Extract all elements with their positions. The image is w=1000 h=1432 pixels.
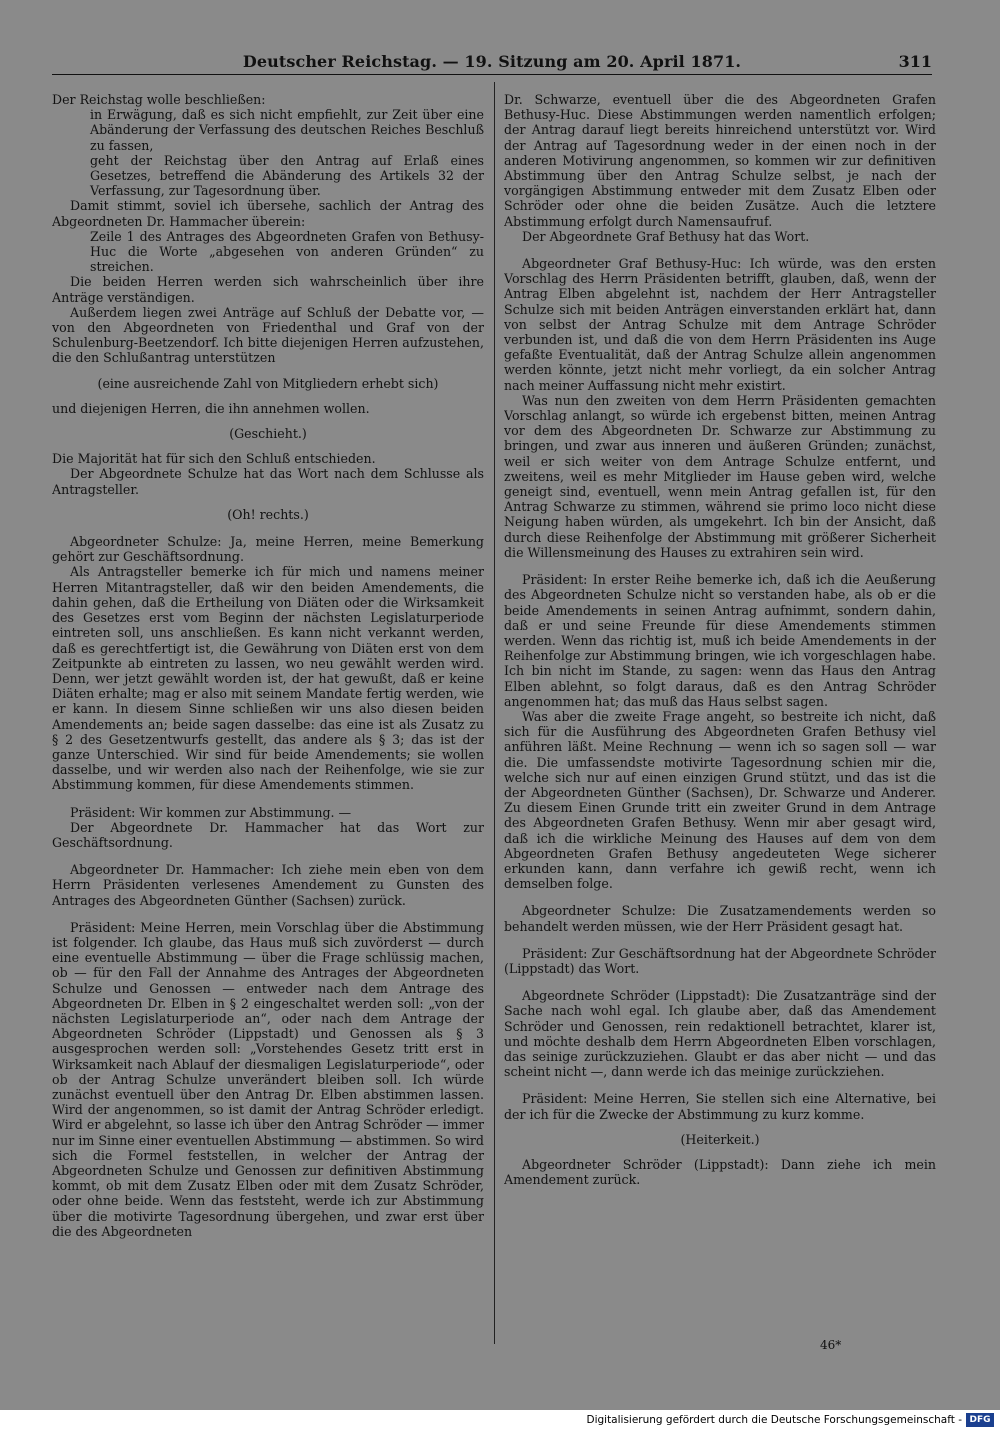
paragraph: Was aber die zweite Frage angeht, so bestreite ich nicht, daß sich für die Ausführung des Abgeordneten Grafen Bethusy viel anführen läßt. Meine Rechnung — wenn ich so sagen soll — war die. Die umfassendste motivirte Tagesordnung schien mir die, welche sich nur auf einen einzigen Grund stützt, und das ist die der Abgeordneten Günther (Sachsen), Dr. Schwarze und Anderer. Zu diesem Einen Grunde tritt ein zweiter Grund in dem Antrage des Abgeordneten Grafen Bethusy. Wenn mir aber gesagt wird, daß ich die wirkliche Meinung des Hauses auf dem von dem Abgeordneten Grafen Bethusy angedeuteten Wege sicherer erkunden kann, dann verfahre ich gewiß recht, wenn ich demselben folge. [504, 708, 936, 892]
speaker-paragraph: Präsident: In erster Reihe bemerke ich, daß ich die Aeußerung des Abgeordneten Schulze nicht so verstanden habe, als ob er die beide Amendements in seinen Antrag aufnimmt, sondern dahin, daß er und seine Freunde für diese Amendements stimmen werden. Wenn das richtig ist, muß ich beide Amendements in der Reihenfolge zur Abstimmung bringen, wie ich vorgeschlagen habe. Ich bin nicht im Stande, zu sagen: wenn das Haus den Antrag Elben ablehnt, so folgt daraus, daß es den Antrag Schröder angenommen hat; das muß das Haus selbst sagen. [504, 572, 936, 709]
motion-text: in Erwägung, daß es sich nicht empfiehlt, zur Zeit über eine Abänderung der Verfassung des deutschen Reiches Beschluß zu fassen, [90, 107, 484, 153]
speaker-paragraph: Präsident: Meine Herren, mein Vorschlag über die Abstimmung ist folgender. Ich glaube, das Haus muß sich zuvörderst — durch eine eventuelle Abstimmung — über die Frage schlüssig machen, ob — für den Fall der Annahme des Antrages der Abgeordneten Schulze und Genossen — entweder nach dem Antrage des Abgeordneten Dr. Elben in § 2 eingeschaltet werden soll: „von der nächsten Legislaturperiode an“, oder nach dem Antrage der Abgeordneten Schröder (Lippstadt) und Genossen als § 3 ausgesprochen werden soll: „Vorstehendes Gesetz tritt erst in Wirksamkeit nach Ablauf der diesmaligen Legislaturperiode“, oder ob der Antrag Schulze unverändert bleiben soll. Ich würde zunächst eventuell über den Antrag Dr. Elben abstimmen lassen. Wird der angenommen, so ist damit der Antrag Schröder erledigt. Wird er abgelehnt, so lasse ich über den Antrag Schröder — immer nur im Sinne einer eventuellen Abstimmung — abstimmen. So wird sich die Formel feststellen, in welcher der Antrag der Abgeordneten Schulze und Genossen zur definitiven Abstimmung kommt, ob mit dem Zusatz Elben oder mit dem Zusatz Schröder, oder ohne beide. Wenn das feststeht, werde ich zur Abstimmung über die motivirte Tagesordnung übergehen, und zwar erst über die des Abgeordneten [52, 919, 484, 1239]
right-column [504, 92, 936, 1337]
motion-text: Zeile 1 des Antrages des Abgeordneten Grafen von Bethusy-Huc die Worte „abgesehen von anderen Gründen“ zu streichen. [90, 228, 484, 275]
paragraph: und diejenigen Herren, die ihn annehmen wollen. [52, 400, 370, 416]
paragraph: Der Abgeordnete Dr. Hammacher hat das Wort zur Geschäftsordnung. [52, 819, 484, 850]
speaker-paragraph: Präsident: Zur Geschäftsordnung hat der Abgeordnete Schröder (Lippstadt) das Wort. [504, 945, 936, 976]
paragraph: Außerdem liegen zwei Anträge auf Schluß der Debatte vor, — von den Abgeordneten von Friedenthal und Graf von der Schulenburg-Beetzendorf. Ich bitte diejenigen Herren aufzustehen, die den Schlußantrag unterstützen [52, 304, 484, 366]
stage-direction: (Heiterkeit.) [680, 1131, 760, 1147]
footer-bar [0, 1410, 1000, 1432]
dfg-credit-text: Digitalisierung gefördert durch die Deutsche Forschungsgemeinschaft - [586, 1414, 962, 1426]
speaker-paragraph: Präsident: Wir kommen zur Abstimmung. — [70, 804, 352, 820]
stage-direction: (Oh! rechts.) [227, 506, 309, 522]
speaker-paragraph: Abgeordneter Schulze: Ja, meine Herren, meine Bemerkung gehört zur Geschäftsordnung. [52, 534, 484, 565]
stage-direction: (eine ausreichende Zahl von Mitgliedern erhebt sich) [97, 375, 439, 391]
page-header-title: Deutscher Reichstag. — 19. Sitzung am 20. April 1871. [242, 52, 742, 71]
motion-text: geht der Reichstag über den Antrag auf Erlaß eines Gesetzes, betreffend die Abänderung des Artikels 32 der Verfassung, zur Tagesordnung über. [90, 152, 484, 199]
paragraph: Damit stimmt, soviel ich übersehe, sachlich der Antrag des Abgeordneten Dr. Hammacher überein: [52, 198, 484, 229]
paragraph: Der Reichstag wolle beschließen: [52, 92, 266, 107]
paragraph: Als Antragsteller bemerke ich für mich und namens meiner Herren Mitantragsteller, daß wir den beiden Amendements, die dahin gehen, daß die Ertheilung von Diäten oder die Wirksamkeit des Gesetzes erst vom Beginn der nächsten Legislaturperiode eintreten soll, uns anschließen. Es kann nicht verkannt werden, daß es gerechtfertigt ist, die Gewährung von Diäten erst von dem Zeitpunkte ab eintreten zu lassen, wo neu gewählt werden wird. Denn, wer jetzt gewählt worden ist, der hat gewußt, daß er keine Diäten erhalte; mag er also mit seinem Mandate fertig werden, wie er kann. In diesem Sinne schließen wir uns also diesen beiden Amendements an; beide sagen dasselbe: das eine ist als Zusatz zu § 2 des Gesetzentwurfs gestellt, das andere als § 3; das ist der ganze Unterschied. Wir sind für beide Amendements; sie wollen dasselbe, und wir werden also nach der Reihenfolge, wie sie zur Abstimmung kommen, für diese Amendements stimmen. [52, 564, 484, 793]
left-column [52, 92, 484, 1337]
speaker-paragraph: Abgeordneter Schröder (Lippstadt): Dann ziehe ich mein Amendement zurück. [504, 1157, 936, 1188]
speaker-paragraph: Abgeordneter Dr. Hammacher: Ich ziehe mein eben von dem Herrn Präsidenten verlesenes Amendement zu Gunsten des Antrages des Abgeordneten Günther (Sachsen) zurück. [52, 862, 484, 908]
header-rule [52, 74, 932, 75]
speaker-paragraph: Abgeordneter Graf Bethusy-Huc: Ich würde, was den ersten Vorschlag des Herrn Präsidenten betrifft, glauben, daß, wenn der Antrag Elben abgelehnt ist, nachdem der Herr Antragsteller Schulze sich mit beiden Anträgen einverstanden erklärt hat, dann von selbst der Antrag Schulze mit dem Antrage Schröder verbunden ist, und daß die von dem Herrn Präsidenten ins Auge gefaßte Eventualität, daß der Antrag Schulze allein angenommen werden könnte, jetzt nicht mehr vorliegt, da ein solcher Antrag nach meiner Auffassung nicht mehr existirt. [504, 256, 936, 393]
column-divider [494, 82, 495, 1344]
stage-direction: (Geschieht.) [229, 426, 307, 442]
speaker-paragraph: Präsident: Meine Herren, Sie stellen sich eine Alternative, bei der ich für die Zwecke der Abstimmung zu kurz komme. [504, 1091, 936, 1122]
speaker-paragraph: Abgeordnete Schröder (Lippstadt): Die Zusatzanträge sind der Sache nach wohl egal. Ich glaube aber, daß das Amendement Schröder und Genossen, rein redaktionell betrachtet, klarer ist, und möchte deshalb dem Herrn Abgeordneten Elben vorschlagen, das seinige zurückzuziehen. Glaubt er das aber nicht — und das scheint nicht —, dann werde ich das meinige zurückziehen. [504, 988, 936, 1080]
paragraph: Der Abgeordnete Schulze hat das Wort nach dem Schlusse als Antragsteller. [52, 466, 484, 497]
page-number: 311 [898, 52, 932, 71]
paragraph: Die beiden Herren werden sich wahrscheinlich über ihre Anträge verständigen. [52, 274, 484, 305]
signature-mark: 46* [820, 1338, 842, 1352]
paragraph: Dr. Schwarze, eventuell über die des Abgeordneten Grafen Bethusy-Huc. Diese Abstimmungen werden namentlich erfolgen; der Antrag darauf liegt bereits hinreichend unterstützt vor. Wird der Antrag auf Tagesordnung weder in der einen noch in der anderen Motivirung angenommen, so kommen wir zur definitiven Abstimmung über den Antrag Schulze selbst, je nach der vorgängigen Abstimmung entweder mit dem Zusatz Elben oder Schröder oder ohne die beiden Zusätze. Auch die letztere Abstimmung erfolgt durch Namensaufruf. [504, 92, 936, 229]
paragraph: Der Abgeordnete Graf Bethusy hat das Wort. [522, 228, 810, 244]
paragraph: Was nun den zweiten von dem Herrn Präsidenten gemachten Vorschlag anlangt, so würde ich ergebenst bitten, meinen Antrag vor dem des Abgeordneten Dr. Schwarze zur Abstimmung zu bringen, und zwar aus inneren und äußeren Gründen; zunächst, weil er sich weiter von dem Antrage Schulze entfernt, und zweitens, weil es mehr Mitglieder im Hause geben wird, welche geneigt sind, eventuell, wenn mein Antrag gefallen ist, für den Antrag Schwarze zu stimmen, während sie primo loco nicht diese Neigung haben würden, als umgekehrt. Ich bin der Ansicht, daß durch diese Reihenfolge der Abstimmung mit größerer Sicherheit die Willensmeinung des Hauses zu extrahiren sein wird. [504, 392, 936, 560]
paragraph: Die Majorität hat für sich den Schluß entschieden. [52, 451, 376, 467]
speaker-paragraph: Abgeordneter Schulze: Die Zusatzamendements werden so behandelt werden müssen, wie der Herr Präsident gesagt hat. [504, 903, 936, 934]
dfg-logo-icon: DFG [966, 1413, 994, 1427]
